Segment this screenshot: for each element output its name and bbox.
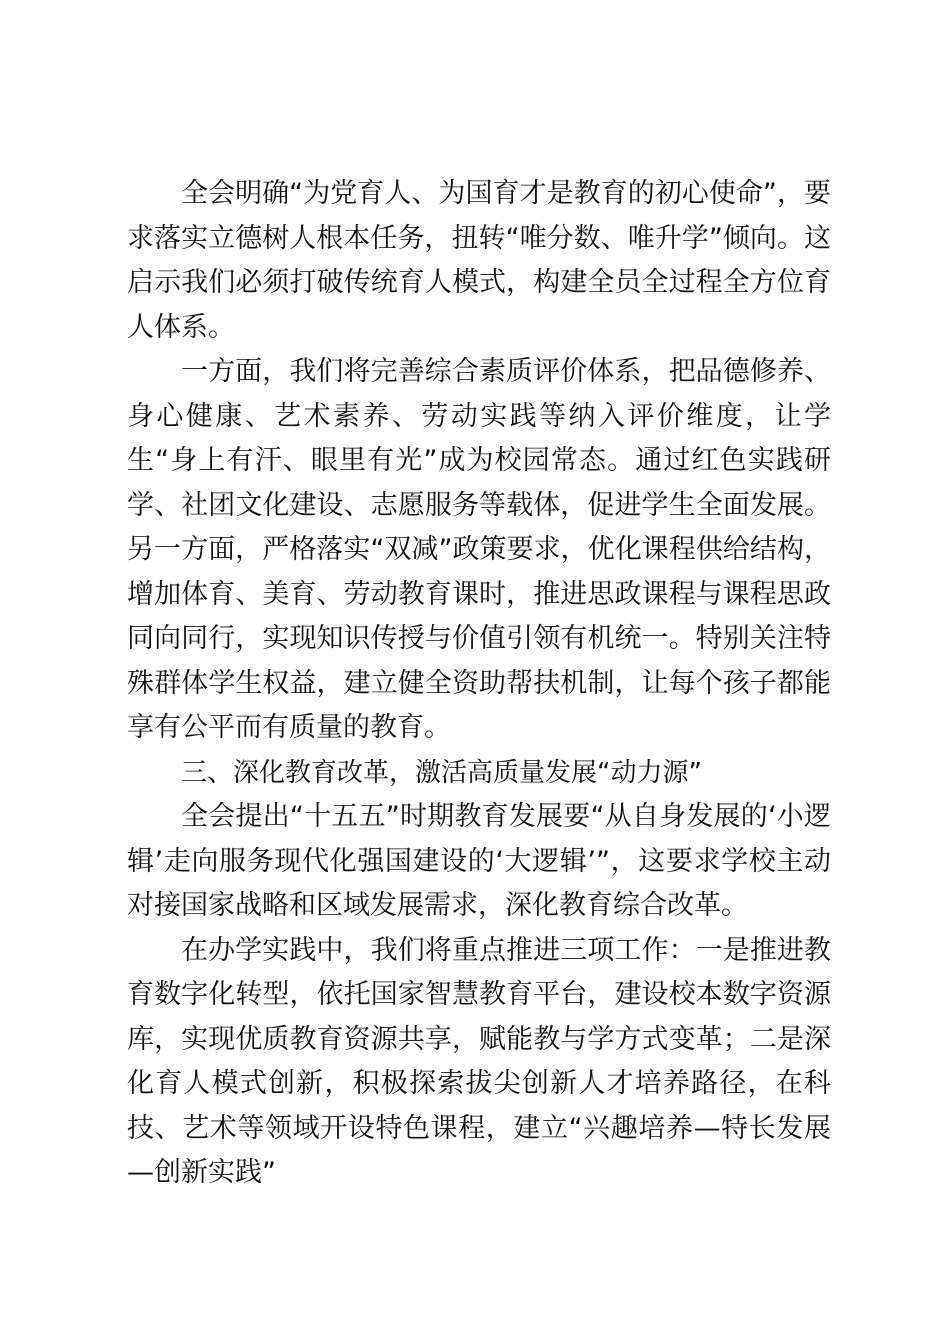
document-body <box>127 172 831 1196</box>
paragraph-2: 一方面，我们将完善综合素质评价体系，把品德修养、身心健康、艺术素养、劳动实践等纳入评价维度，让学生“身上有汗、眼里有光”成为校园常态。通过红色实践研学、社团文化建设、志愿服务等载体，促进学生全面发展。另一方面，严格落实“双减”政策要求，优化课程供给结构，增加体育、美育、劳动教育课时，推进思政课程与课程思政同向同行，实现知识传授与价值引领有机统一。特别关注特殊群体学生权益，建立健全资助帮扶机制，让每个孩子都能享有公平而有质量的教育。 <box>127 356 831 743</box>
paragraph-1: 全会明确“为党育人、为国育才是教育的初心使命”，要求落实立德树人根本任务，扭转“唯分数、唯升学”倾向。这启示我们必须打破传统育人模式，构建全员全过程全方位育人体系。 <box>127 178 831 343</box>
paragraph-3: 全会提出“十五五”时期教育发展要“从自身发展的‘小逻辑’走向服务现代化强国建设的‘大逻辑’”，这要求学校主动对接国家战略和区域发展需求，深化教育综合改革。 <box>127 801 831 921</box>
section-heading-3: 三、深化教育改革，激活高质量发展“动力源” <box>181 757 702 788</box>
paragraph-4: 在办学实践中，我们将重点推进三项工作：一是推进教育数字化转型，依托国家智慧教育平台，建设校本数字资源库，实现优质教育资源共享，赋能教与学方式变革；二是深化育人模式创新，积极探索拔尖创新人才培养路径，在科技、艺术等领域开设特色课程，建立“兴趣培养—特长发展—创新实践” <box>127 934 831 1188</box>
